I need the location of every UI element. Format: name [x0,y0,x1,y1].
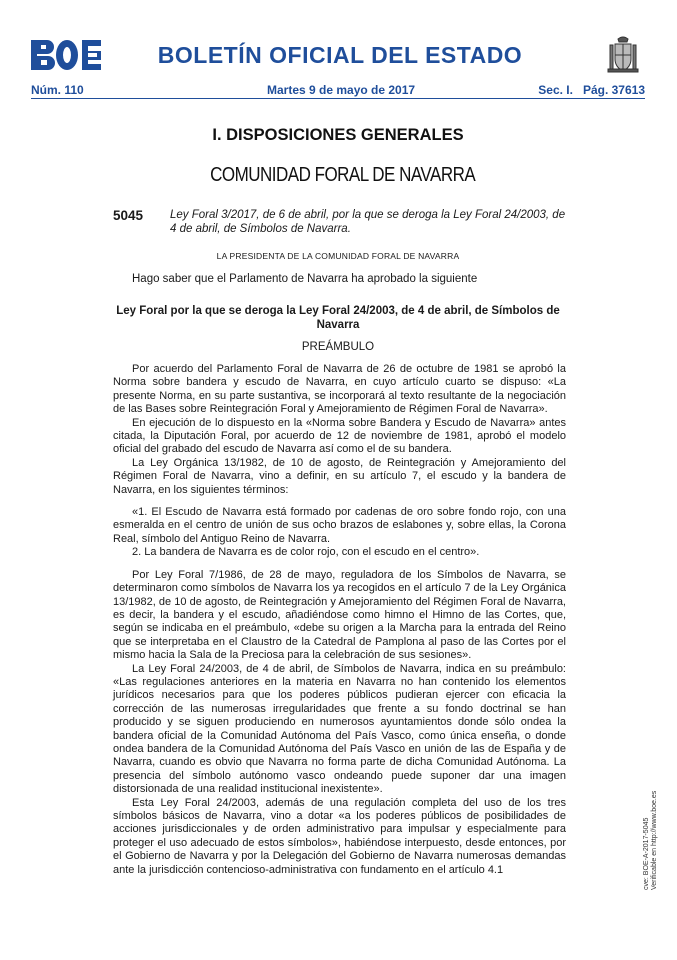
paragraph: La Ley Orgánica 13/1982, de 10 de agosto, de Reintegración y Amejoramiento del Régimen Foral de Navarra, vino a definir, en su artículo 7, el escudo y la bandera de Navarra, en los siguientes términos: [113,456,566,496]
boe-logo [31,40,101,70]
coat-of-arms-icon [606,35,640,75]
paragraph: En ejecución de lo dispuesto en la «Norma sobre Bandera y Escudo de Navarra» antes citada, la Diputación Foral, por acuerdo de 12 de noviembre de 1981, aprobó el modelo oficial del grabado del escudo de Navarra así como el de su bandera. [113,416,566,456]
law-title: Ley Foral por la que se deroga la Ley Foral 24/2003, de 4 de abril, de Símbolos de Navarra [116,305,560,331]
quoted-paragraph: «1. El Escudo de Navarra está formado por cadenas de oro sobre fondo rojo, con una esmeralda en el centro de unión de sus ocho brazos de eslabones y, sobre ellas, la Corona Real, símbolo del Antiguo Reino de Navarra. [113,506,566,545]
community-title: COMUNIDAD FORAL DE NAVARRA [210,164,476,186]
paragraph: Esta Ley Foral 24/2003, además de una regulación completa del uso de los tres símbolos básicos de Navarra, vino a dotar «a los poderes públicos de posibilidades de acciones jurisdiccionales y de orden administrativo para impulsar y especialmente para proteger el uso adecuado de estos símbolos», habiéndose interpuesto, desde entonces, por el Gobierno de Navarra y por la Delegación del Gobierno de Navarra numerosas demandas ante la jurisdicción contencioso-administrativa con fundamento en el artículo 4.1 [113,796,566,876]
president-line: LA PRESIDENTA DE LA COMUNIDAD FORAL DE NAVARRA [216,251,460,261]
section-title: I. DISPOSICIONES GENERALES [212,126,464,144]
issue-date: Martes 9 de mayo de 2017 [267,83,416,97]
boe-logo-text: BOE [66,69,69,70]
section-page: Sec. I. Pág. 37613 [538,83,645,97]
verifiable-url: Verificable en http://www.boe.es [651,790,658,890]
cve-code: cve: BOE-A-2017-5045 [643,817,650,890]
reference-number: 5045 [113,208,144,223]
header-info-row [31,83,645,97]
intro-text: Hago saber que el Parlamento de Navarra ha aprobado la siguiente [132,273,478,285]
paragraph: Por Ley Foral 7/1986, de 28 de mayo, reguladora de los Símbolos de Navarra, se determinaron como símbolos de Navarra los ya recogidos en el artículo 7 de la Ley Orgánica 13/1982, de 10 de agosto, de Reintegración y Amejoramiento del Régimen Foral de Navarra, es decir, la bandera y el escudo, añadiéndose como himno el Himno de las Cortes, que, según se indicaba en el preámbulo, «debe su origen a la Marcha para la entrada del Reino que se interpretaba en el Claustro de la Catedral de Pamplona al paso de las Cortes por el mismo hacia la Sala de la Preciosa para la celebración de sus sesiones». [113,568,566,662]
paragraph: Por acuerdo del Parlamento Foral de Navarra de 26 de octubre de 1981 se aprobó la Norma sobre bandera y escudo de Navarra, en cuyo artículo cuarto se dispuso: «La presente Norma, en su parte sustantiva, se incorporará al texto resultante de la negociación de las Bases sobre Reintegración Foral y Amejoramiento de Régimen Foral de Navarra». [113,363,566,416]
issue-number: Núm. 110 [31,83,84,97]
preamble-heading: PREÁMBULO [301,341,375,353]
body-text [113,363,566,877]
cve-sidebar [643,730,659,890]
quoted-paragraph: 2. La bandera de Navarra es de color rojo, con el escudo en el centro». [132,546,480,559]
reference-text: Ley Foral 3/2017, de 6 de abril, por la que se deroga la Ley Foral 24/2003, de 4 de abril, de Símbolos de Navarra. [170,209,566,235]
page-title: BOLETÍN OFICIAL DEL ESTADO [157,42,523,68]
paragraph: La Ley Foral 24/2003, de 4 de abril, de Símbolos de Navarra, indica en su preámbulo: «Las regulaciones anteriores en la materia en Navarra no han contenido los elementos jurídicos necesarios para que los poderes públicos pudieran ejercer con eficacia la corrección de las numerosas irregularidades que frente a su fondo doctrinal se han producido y se siguen produciendo en numerosos ayuntamientos donde sólo ondea la bandera oficial de la Comunidad Autónoma del País Vasco, como única enseña, o donde ondea bandera de la Comunidad Autónoma del País Vasco en unión de las de España y de Navarra, cuando es obvio que Navarra no forma parte de dicha Comunidad Autónoma. La presencia del símbolo autónomo vasco ondeando puede suponer dar una imagen distorsionada de una realidad institucional inexistente». [113,662,566,796]
header-divider [31,98,645,99]
